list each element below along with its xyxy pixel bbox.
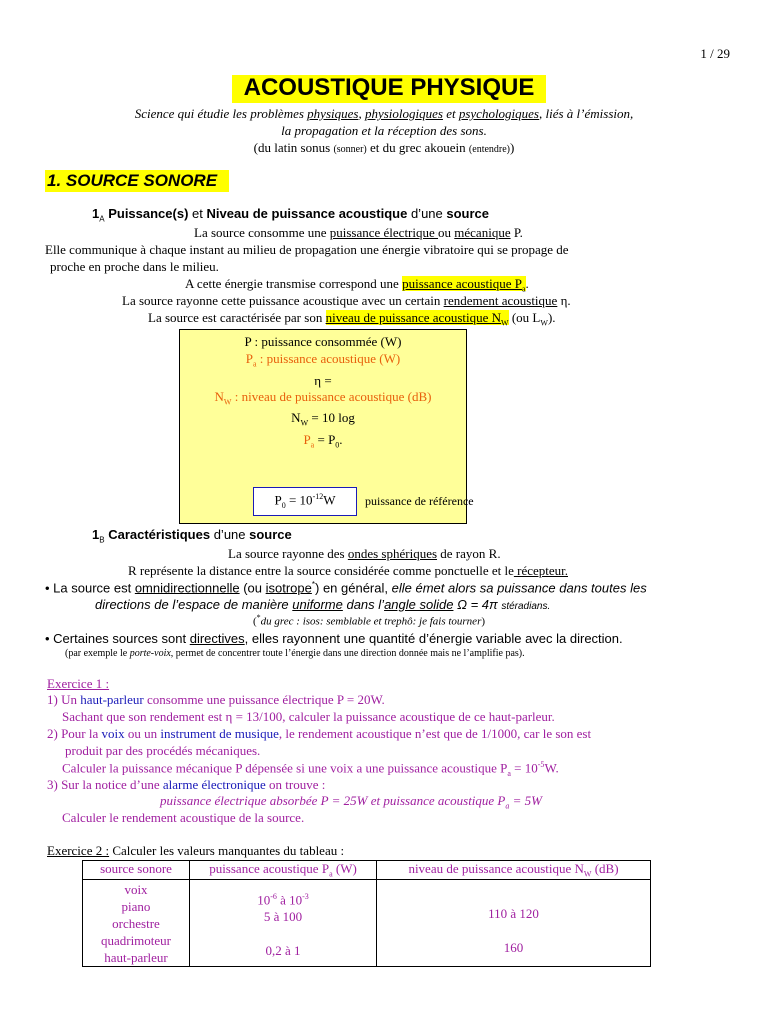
exercice1-q3 — [47, 777, 325, 793]
text: . — [525, 276, 529, 291]
text: : niveau de puissance acoustique (dB) — [231, 389, 432, 404]
subscript: a — [521, 284, 526, 294]
nw-orchestre: 110 à 120 — [488, 905, 539, 921]
formula-line-4 — [179, 389, 467, 407]
text-uniforme: uniforme — [292, 597, 343, 612]
text: = 10 — [510, 760, 538, 776]
text: directions de l’espace de manière — [95, 597, 293, 612]
page-number: 1 / 29 — [700, 46, 730, 61]
intro-sonner: (sonner) — [333, 144, 367, 155]
text: W. — [544, 760, 559, 776]
exercice1-q3-notice — [160, 793, 542, 811]
s1a-line-2: Elle communique à chaque instant au milieu de propagation une énergie vibratoire qui se propage de — [45, 242, 569, 257]
text: η. — [557, 293, 571, 308]
text: à 10 — [276, 891, 303, 907]
text: de rayon R. — [437, 546, 501, 561]
s1b-line-1 — [228, 546, 501, 562]
heading-text: d’une — [407, 206, 447, 221]
table-header-row — [83, 861, 651, 880]
s1b-line-2 — [128, 563, 568, 579]
header-nw — [377, 861, 651, 880]
superscript: -5 — [537, 760, 545, 769]
text: , permet de concentrer toute l’énergie dans une direction donnée mais ne l’amplifie pas). — [170, 648, 525, 659]
intro-text: et du grec akouein — [366, 140, 469, 155]
reference-label: puissance de référence — [365, 494, 474, 508]
subscript: W — [583, 869, 592, 879]
text: = 10 log — [308, 410, 355, 425]
text-instrument: instrument de musique — [160, 726, 279, 741]
intro-physiologiques: physiologiques — [364, 106, 443, 121]
pa-cell — [190, 879, 377, 966]
text: N — [214, 389, 224, 404]
heading-text: Niveau de puissance acoustique — [206, 206, 408, 221]
text: P. — [510, 225, 523, 240]
text: R représente la distance entre la source considérée comme ponctuelle et le — [128, 563, 514, 578]
text: La source est caractérisée par son — [148, 310, 326, 325]
s1b-footnote — [253, 613, 485, 628]
text: du grec : isos: semblable et trephô: je fais tourner — [260, 615, 482, 628]
heading-text: source — [249, 527, 292, 542]
intro-line-1 — [0, 106, 768, 122]
heading-number: 1 — [92, 527, 100, 542]
text-electrique: puissance électrique — [329, 225, 439, 240]
text: (ou — [239, 580, 266, 596]
source-cell — [83, 879, 190, 966]
reference-value — [253, 492, 357, 510]
text: ( — [253, 615, 257, 628]
subscript: 0 — [281, 500, 286, 510]
text: ). — [547, 310, 556, 325]
table-row — [83, 879, 651, 966]
text: La source rayonne des — [228, 546, 348, 561]
heading-text: Puissance(s) — [108, 206, 189, 221]
highlight-niveau — [325, 310, 509, 328]
text-omni: omnidirectionnelle — [134, 580, 240, 596]
text: , elles rayonnent une quantité d’énergie variable avec la direction. — [244, 631, 623, 646]
intro-line-2: la propagation et la réception des sons. — [281, 123, 487, 138]
source-quadrimoteur: quadrimoteur — [100, 932, 172, 948]
text: puissance électrique absorbée P = 25W et puissance acoustique P — [160, 793, 506, 808]
text-voix: voix — [101, 726, 125, 741]
text: puissance acoustique P — [209, 861, 330, 876]
text-mecanique: mécanique — [454, 225, 511, 240]
text-rendement: rendement acoustique — [443, 293, 558, 308]
exercice2-heading — [47, 843, 344, 859]
text-isotrope: isotrope — [265, 580, 312, 596]
intro-text: , — [358, 106, 365, 121]
header-pa — [190, 861, 377, 880]
page-title: ACOUSTIQUE PHYSIQUE — [243, 74, 535, 101]
subscript: W — [223, 397, 232, 407]
formula-line-2 — [179, 351, 467, 369]
intro-line-3 — [0, 140, 768, 156]
s1b-bullet-2 — [45, 631, 623, 646]
s1b-bullet-1-cont — [95, 597, 550, 612]
spacer — [381, 922, 646, 939]
subscript: a — [252, 359, 257, 369]
s1b-bullet-1 — [45, 580, 647, 595]
subscript: a — [329, 869, 333, 879]
text-alarme: alarme électronique — [162, 777, 266, 792]
text: (W) — [332, 861, 357, 876]
pa-orchestre: 5 à 100 — [263, 908, 303, 924]
nw-quadrimoteur: 160 — [503, 939, 524, 955]
exercice1-q2 — [47, 726, 591, 742]
subscript: a — [310, 440, 315, 450]
s1a-line-1 — [194, 225, 523, 241]
subscript: W — [501, 318, 509, 328]
text: elle émet alors sa puissance dans toutes les — [391, 580, 647, 596]
heading-letter: A — [99, 214, 105, 224]
pa-voix — [194, 888, 372, 908]
s1b-bullet-2-note — [65, 648, 525, 659]
text: (dB) — [591, 861, 619, 876]
text: Ω = 4π — [453, 597, 502, 612]
s1a-line-4 — [185, 276, 529, 294]
text: ) — [481, 615, 486, 628]
text: N — [291, 410, 301, 425]
text: 10 — [257, 891, 271, 907]
s1a-line-5 — [122, 293, 571, 309]
subscript: 0 — [335, 440, 340, 450]
text: ou — [438, 225, 455, 240]
subscript: W — [300, 418, 309, 428]
source-piano: piano — [121, 898, 151, 914]
text: dans l’ — [342, 597, 385, 612]
heading-text: source — [446, 206, 490, 221]
intro-text: , liés à l’émission, — [539, 106, 634, 121]
text: 1) Un — [47, 692, 81, 707]
formula-pa — [179, 432, 467, 450]
superscript: -3 — [302, 891, 309, 901]
text: = P — [314, 432, 336, 447]
text: stéradians. — [501, 601, 551, 612]
exercice1-q2-cont: produit par des procédés mécaniques. — [65, 743, 261, 758]
text: ) en général, — [315, 580, 392, 596]
formula-eta: η = — [314, 373, 332, 388]
text: P — [303, 432, 311, 447]
exercice1-q2-calc — [62, 760, 559, 778]
text: A cette énergie transmise correspond une — [185, 276, 403, 291]
text-angle-solide: angle solide — [384, 597, 454, 612]
text-ondes: ondes sphériques — [347, 546, 438, 561]
footnote-mark: * — [311, 580, 315, 589]
heading-text: et — [188, 206, 207, 221]
text: niveau de puissance acoustique N — [408, 861, 584, 876]
formula-nw — [179, 410, 467, 428]
text: puissance acoustique P — [402, 276, 522, 291]
text: = 5W — [509, 793, 542, 808]
intro-psychologiques: psychologiques — [458, 106, 539, 121]
text-recepteur: récepteur. — [513, 563, 568, 578]
intro-text: (du latin sonus — [253, 140, 334, 155]
s1a-line-3: proche en proche dans le milieu. — [50, 259, 219, 274]
footnote-mark: * — [256, 613, 261, 622]
text: P — [245, 351, 253, 366]
subsection-1b-heading — [92, 527, 292, 545]
text: • Certaines sources sont — [45, 631, 190, 646]
exercice1-q1-cont: Sachant que son rendement est η = 13/100, calculer la puissance acoustique de ce haut-parleur. — [62, 709, 555, 724]
text: La source rayonne cette puissance acoustique avec un certain — [122, 293, 444, 308]
formula-line-1: P : puissance consommée (W) — [244, 334, 402, 349]
text: : puissance acoustique (W) — [256, 351, 401, 366]
source-voix: voix — [124, 881, 148, 897]
text-directives: directives — [189, 631, 245, 646]
subscript: a — [505, 801, 510, 811]
intro-text: ) — [510, 140, 515, 155]
section1-title: 1. SOURCE SONORE — [47, 171, 218, 190]
subsection-1a-heading — [92, 206, 489, 224]
exercice2-title: Exercice 2 : — [47, 843, 110, 858]
heading-letter: B — [99, 535, 105, 545]
text: (par exemple le — [65, 648, 130, 659]
text: (ou L — [508, 310, 541, 325]
text: , le rendement acoustique n’est que de 1/1000, car le son est — [278, 726, 592, 741]
header-source: source sonore — [83, 861, 190, 880]
text: La source consomme une — [194, 225, 330, 240]
intro-physiques: physiques — [307, 106, 359, 121]
text: consomme une puissance électrique P = 20W. — [143, 692, 385, 707]
text: niveau de puissance acoustique N — [325, 310, 502, 325]
intro-entendre: (entendre) — [468, 144, 511, 155]
text: Calculer la puissance mécanique P dépensée si une voix a une puissance acoustique P — [62, 760, 508, 776]
subscript: W — [540, 318, 548, 328]
text: ou un — [124, 726, 161, 741]
text: 2) Pour la — [47, 726, 102, 741]
text: . — [339, 432, 343, 447]
highlight-puissance-acoustique — [402, 276, 526, 294]
superscript: -12 — [312, 492, 324, 501]
exercice1-q3-calc: Calculer le rendement acoustique de la source. — [62, 810, 305, 825]
text-haut-parleur: haut-parleur — [80, 692, 144, 707]
intro-text: et — [442, 106, 459, 121]
text: Calculer les valeurs manquantes du tableau : — [109, 843, 345, 858]
text: • La source est — [45, 580, 135, 596]
heading-text: d’une — [210, 527, 250, 542]
text: = 10 — [285, 492, 313, 508]
text: P — [274, 492, 282, 508]
exercice1-q1 — [47, 692, 385, 708]
intro-text: Science qui étudie les problèmes — [134, 106, 308, 121]
text: W — [323, 492, 336, 508]
text: on trouve : — [265, 777, 326, 792]
exercice2-table — [82, 860, 651, 967]
text: porte-voix — [129, 648, 171, 659]
heading-text: Caractéristiques — [108, 527, 211, 542]
superscript: -6 — [270, 891, 277, 901]
spacer — [194, 925, 372, 942]
s1a-line-6 — [148, 310, 556, 328]
nw-cell — [377, 879, 651, 966]
text: 3) Sur la notice d’une — [47, 777, 163, 792]
heading-number: 1 — [92, 206, 100, 221]
pa-quadrimoteur: 0,2 à 1 — [265, 942, 301, 958]
source-haut-parleur: haut-parleur — [104, 949, 168, 965]
exercice1-title: Exercice 1 : — [47, 676, 110, 691]
source-orchestre: orchestre — [112, 915, 160, 931]
subscript: a — [507, 768, 511, 778]
